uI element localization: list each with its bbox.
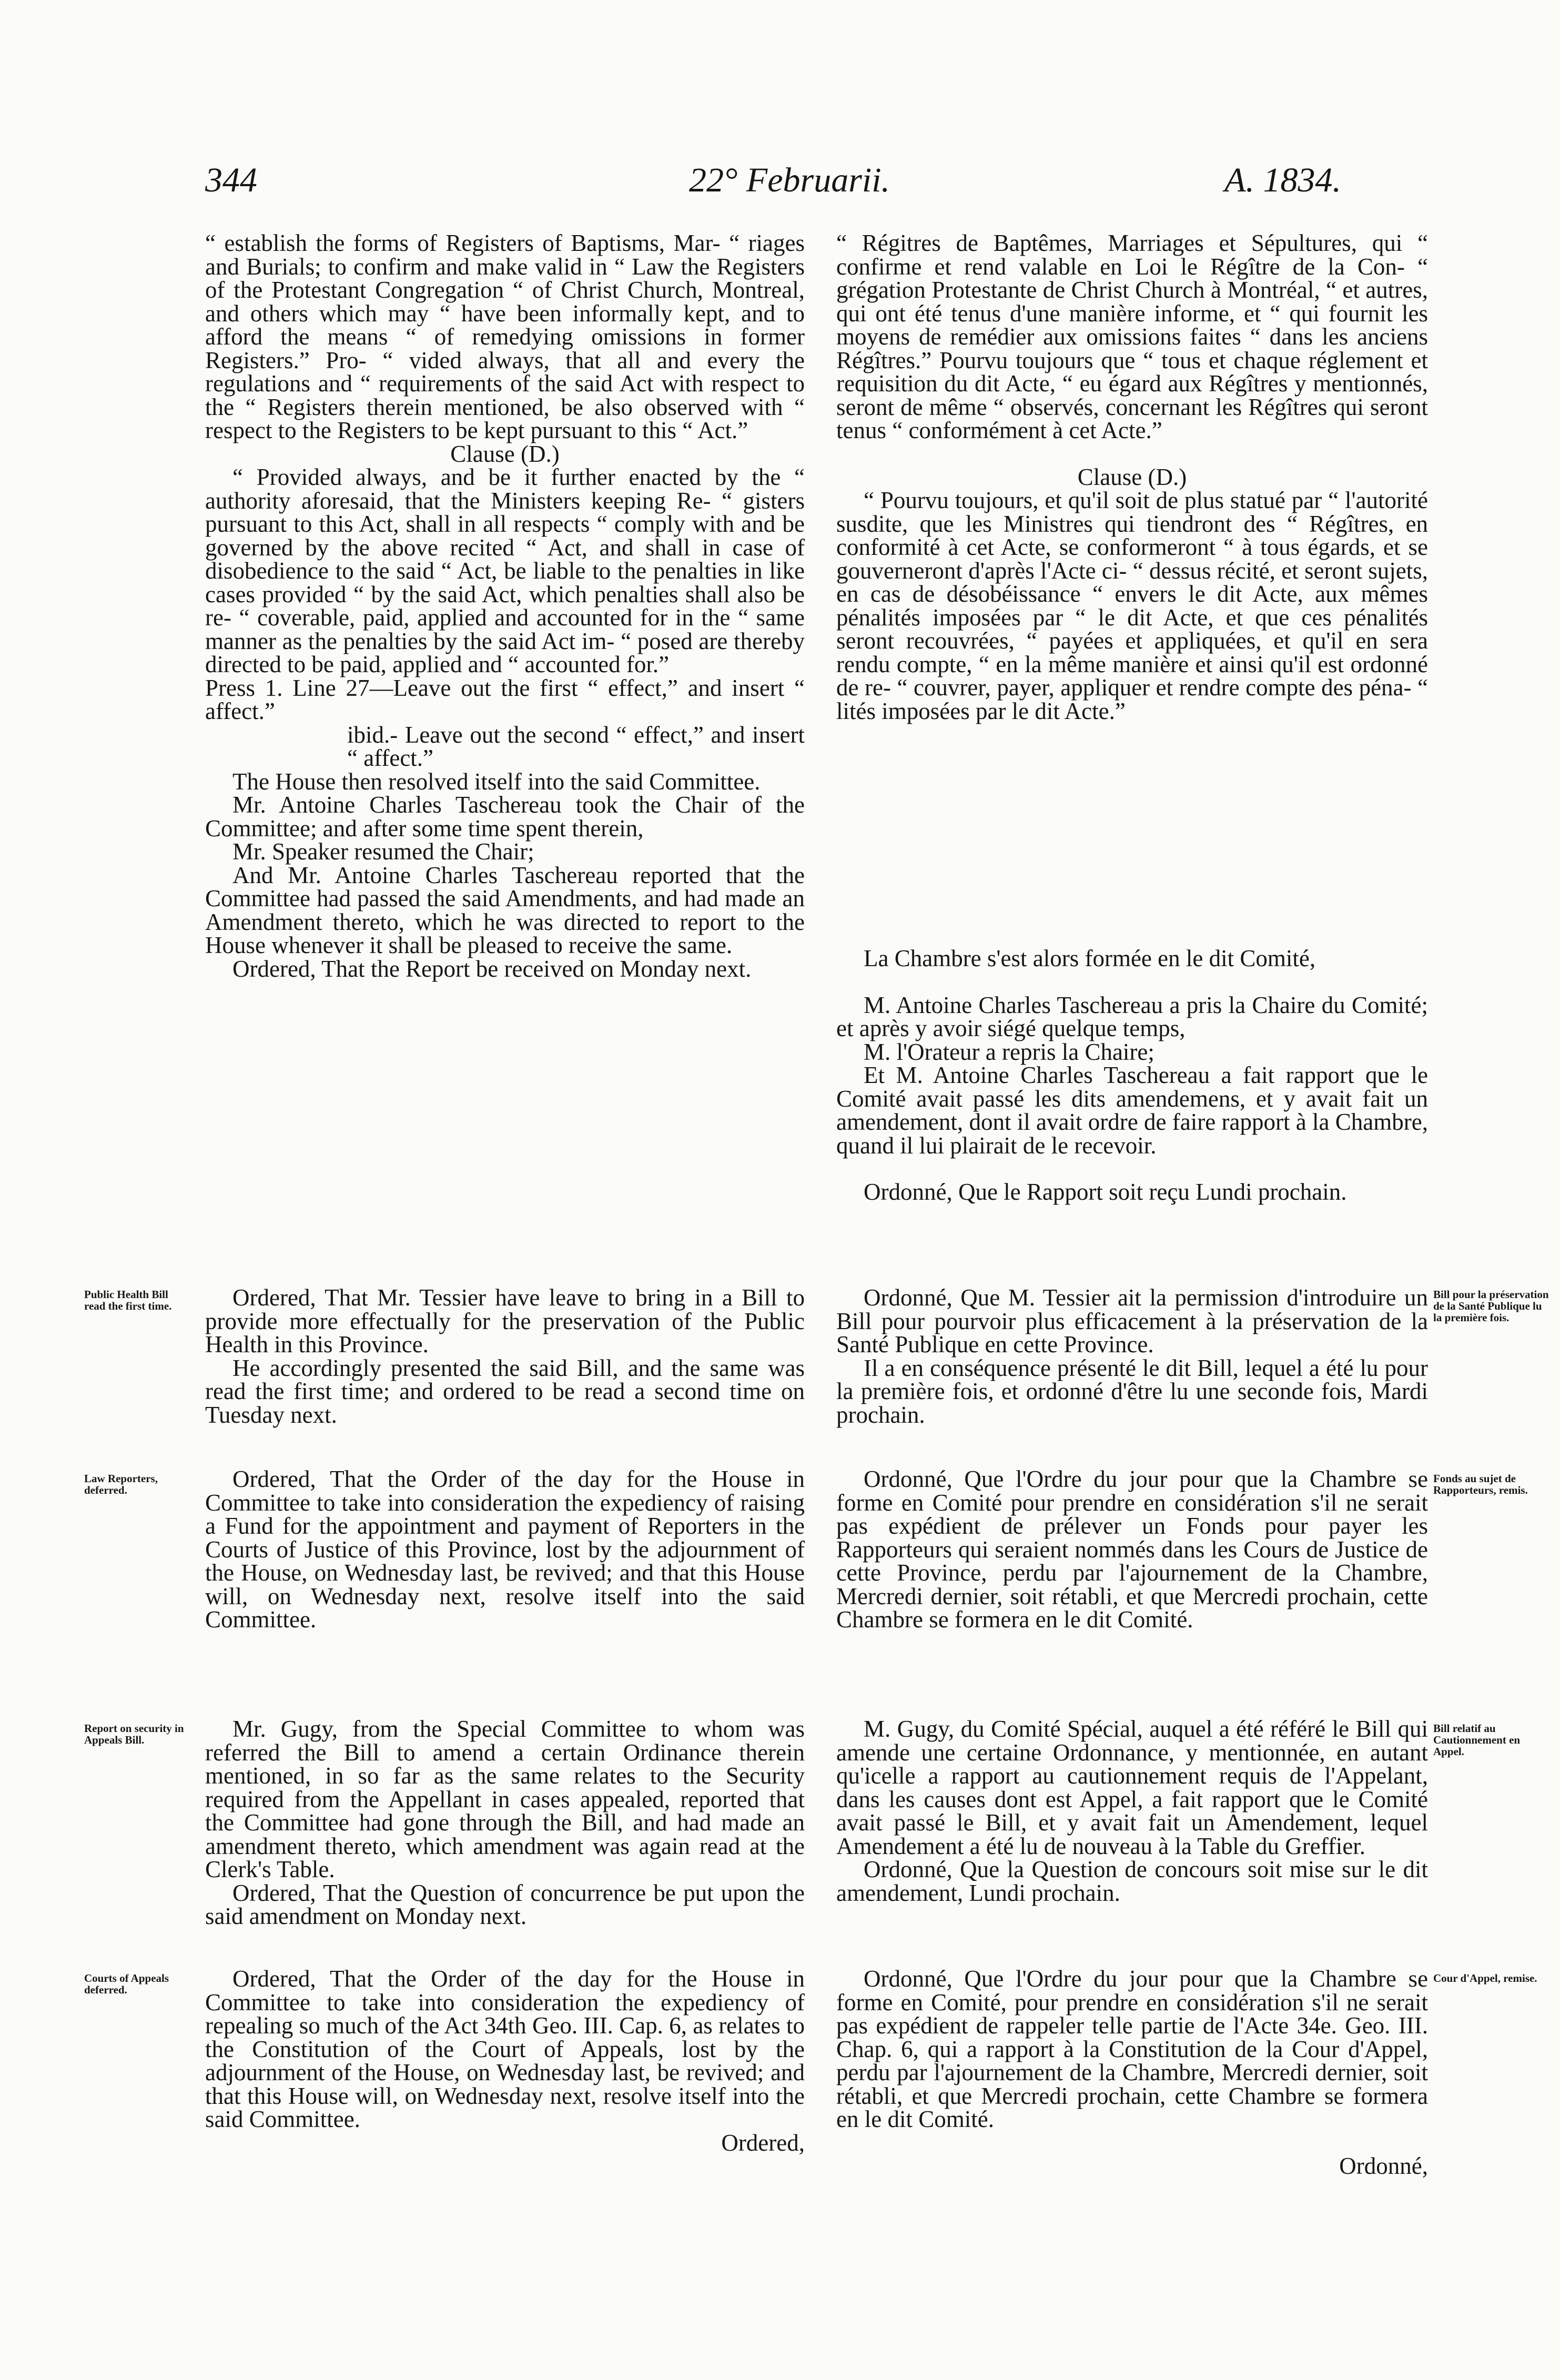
french-reporters [836, 1467, 1428, 1632]
french-security [836, 1717, 1428, 1905]
en-courts-order: Ordered, That the Order of the day for the House in Committee to take into consideration the expediency of repealing so much of the Act 34th Geo. III. Cap. 6, as relates to the Constitution of the Court of Appeals, lost by the adjournment of the House, on Wednesday last, be revived; and that this House will, on Wednesday next, resolve itself into the said Committee. [205, 1966, 805, 2132]
en-health-order: Ordered, That Mr. Tessier have leave to bring in a Bill to provide more effectually for the preservation of the Public Health in this Province. [205, 1284, 805, 1358]
margin-note-reporters-fr: Fonds au sujet de Rapporteurs, remis. [1433, 1472, 1528, 1496]
en-report-ordered: Ordered, That the Report be received on Monday next. [232, 955, 752, 982]
en-clause-heading: Clause (D.) [450, 440, 560, 467]
margin-note-health-fr: Bill pour la préservation de la Santé Publique lu la première fois. [1433, 1288, 1549, 1324]
margin-note-security-en: Report on security in Appeals Bill. [84, 1722, 184, 1746]
fr-courts-order: Ordonné, Que l'Ordre du jour pour que la Chambre se forme en Comité, pour prendre en considération s'il ne serait pas expédient de rappeler telle partie de l'Acte 34e. Geo. III. Chap. 6, qui a rapport à la Constitution de la Cour d'Appel, perdu par l'ajournement de la Chambre, Mercredi dernier, soit rétabli, et que Mercredi prochain, cette Chambre se formera en le dit Comité. [836, 1966, 1428, 2132]
en-security-order: Ordered, That the Question of concurrence be put upon the said amendment on Monday next. [205, 1879, 805, 1929]
en-quote-clause-d: “ Provided always, and be it further enacted by the “ authority aforesaid, that the Ministers keeping Re- “ gisters pursuant to this Act, shall in all respects “ comply with and be governed by the above recited “ Act, and shall in case of disobedience to the said “ Act, be liable to the penalties in like cases provided “ by the said Act, which penalties shall also be re- “ coverable, paid, applied and accounted for in the “ same manner as the penalties by the said Act im- “ posed are thereby directed to be paid, applied and “ accounted for.” [205, 464, 805, 677]
fr-health-order: Ordonné, Que M. Tessier ait la permission d'introduire un Bill pour pourvoir plus efficacement à la préservation de la Santé Publique en cette Province. [836, 1284, 1428, 1358]
fr-quote-registers: “ Régitres de Baptêmes, Marriages et Sépultures, qui “ confirme et rend valable en Loi le Régître de la Con- “ grégation Protestante de Christ Church à Montréal, “ et autres, qui ont été tenus d'une manière informe, et “ qui fournit les moyens de remédier aux omissions faites “ dans les anciens Régîtres.” Pourvu toujours que “ tous et chaque réglement et requisition du dit Acte, “ eu égard aux Régîtres y mentionnés, seront de même “ observés, concernant les Régîtres qui seront tenus “ conformément à cet Acte.” [836, 230, 1428, 443]
en-quote-registers: “ establish the forms of Registers of Baptisms, Mar- “ riages and Burials; to confirm and make valid in “ Law the Registers of the Protestant Congregation “ of Christ Church, Montreal, and others which may “ have been informally kept, and to afford the means “ of remedying omissions in former Registers.” Pro- “ vided always, that all and every the regulations and “ requirements of the said Act with respect to the “ Registers therein mentioned, be also observed with “ respect to the Registers to be kept pursuant to this “ Act.” [205, 230, 805, 443]
fr-house-resolved: La Chambre s'est alors formée en le dit Comité, [864, 945, 1316, 971]
french-block-1 [836, 231, 1428, 723]
fr-clause-heading: Clause (D.) [1077, 463, 1187, 490]
fr-reporters-order: Ordonné, Que l'Ordre du jour pour que la Chambre se forme en Comité pour prendre en considération s'il ne serait pas expédient de prélever un Fonds pour payer les Rapporteurs qui seraient nommés dans les Cours de Justice de cette Province, perdu par l'ajournement de la Chambre, Mercredi dernier, soit rétabli, et que Mercredi prochain, cette Chambre se formera en le dit Comité. [836, 1466, 1428, 1633]
en-catchword: Ordered, [721, 2129, 805, 2156]
english-security [205, 1717, 805, 1928]
fr-report-ordered: Ordonné, Que le Rapport soit reçu Lundi prochain. [864, 1179, 1347, 1205]
en-speaker-resumed: Mr. Speaker resumed the Chair; [232, 838, 534, 865]
margin-note-security-fr: Bill relatif au Cautionnement en Appel. [1433, 1722, 1521, 1758]
en-security-report: Mr. Gugy, from the Special Committee to whom was referred the Bill to amend a certain Ordinance therein mentioned, in so far as the same relates to the Security required from the Appellant in cases appealed, reported that the Committee had gone through the Bill, and had made an amendment thereto, which amendment was again read at the Clerk's Table. [205, 1716, 805, 1882]
page-number: 344 [205, 161, 257, 199]
english-block-1 [205, 231, 805, 980]
en-health-read: He accordingly presented the said Bill, and the same was read the first time; and ordered to be read a second time on Tuesday next. [205, 1354, 805, 1428]
french-health [836, 1286, 1428, 1426]
fr-quote-clause-d: “ Pourvu toujours, et qu'il soit de plus statué par “ l'autorité susdite, que les Ministres qui tiendront des “ Régîtres, en conformité à cet Acte, se conformeront “ à tous égards, et se gouverneront d'après l'Acte ci- “ dessus récité, et seront sujets, en cas de désobéissance “ envers le dit Acte, aux mêmes pénalités imposées par “ le dit Acte, et que ces pénalités seront recouvrées, “ payées et appliquées, et qu'il en sera rendu compte, “ en la même manière et ainsi qu'il est ordonné de re- “ couvrer, payer, appliquer et rendre compte des péna- “ lités imposées par le dit Acte.” [836, 487, 1428, 724]
page-year: A. 1834. [1224, 161, 1341, 199]
en-press-ibid: ibid.- Leave out the second “ effect,” and insert “ affect.” [347, 721, 805, 771]
margin-note-health-en: Public Health Bill read the first time. [84, 1288, 172, 1312]
fr-security-report: M. Gugy, du Comité Spécial, auquel a été référé le Bill qui amende une certaine Ordonnance, y mentionnée, en autant qu'icelle a rapport au cautionnement requis de l'Appelant, dans les causes dont est Appel, a fait rapport que le Comité avait passé le Bill, et y avait fait un Amendement, lequel Amendement a été lu de nouveau à la Table du Greffier. [836, 1716, 1428, 1859]
margin-note-courts-fr: Cour d'Appel, remise. [1433, 1972, 1537, 1984]
english-reporters [205, 1467, 805, 1632]
page-header [205, 160, 1341, 208]
fr-speaker-resumed: M. l'Orateur a repris la Chaire; [864, 1038, 1154, 1065]
french-block-2 [836, 947, 1428, 1204]
en-reporters-order: Ordered, That the Order of the day for the House in Committee to take into consideration the expediency of raising a Fund for the appointment and payment of Reporters in the Courts of Justice of this Province, lost by the adjournment of the House, on Wednesday last, be revived; and that this House will, on Wednesday next, resolve itself into the said Committee. [205, 1466, 805, 1633]
en-reported: And Mr. Antoine Charles Taschereau reported that the Committee had passed the said Amendments, and had made an Amendment thereto, which he was directed to report to the House whenever it shall be pleased to receive the same. [205, 862, 805, 958]
english-courts [205, 1967, 805, 2154]
en-chair-taken: Mr. Antoine Charles Taschereau took the Chair of the Committee; and after some time spent therein, [205, 792, 805, 842]
fr-health-read: Il a en conséquence présenté le dit Bill, lequel a été lu pour la première fois, et ordonné d'être lu une seconde fois, Mardi prochain. [836, 1354, 1428, 1428]
fr-chair-taken: M. Antoine Charles Taschereau a pris la Chaire du Comité; et après y avoir siégé quelque temps, [836, 991, 1428, 1041]
en-house-resolved: The House then resolved itself into the said Committee. [232, 768, 761, 795]
margin-note-courts-en: Courts of Appeals deferred. [84, 1972, 169, 1996]
french-courts [836, 1967, 1428, 2178]
page-date: 22° Februarii. [689, 161, 890, 199]
english-health [205, 1286, 805, 1426]
en-press-1: Press 1. Line 27—Leave out the first “ effect,” and insert “ affect.” [205, 674, 805, 724]
margin-note-reporters-en: Law Reporters, deferred. [84, 1472, 158, 1496]
fr-reported: Et M. Antoine Charles Taschereau a fait rapport que le Comité avait passé les dits amendemens, et y avait fait un amendement, dont il avait ordre de faire rapport à la Chambre, quand il lui plairait de le recevoir. [836, 1062, 1428, 1159]
fr-security-order: Ordonné, Que la Question de concours soit mise sur le dit amendement, Lundi prochain. [836, 1856, 1428, 1906]
fr-catchword: Ordonné, [1339, 2152, 1428, 2179]
